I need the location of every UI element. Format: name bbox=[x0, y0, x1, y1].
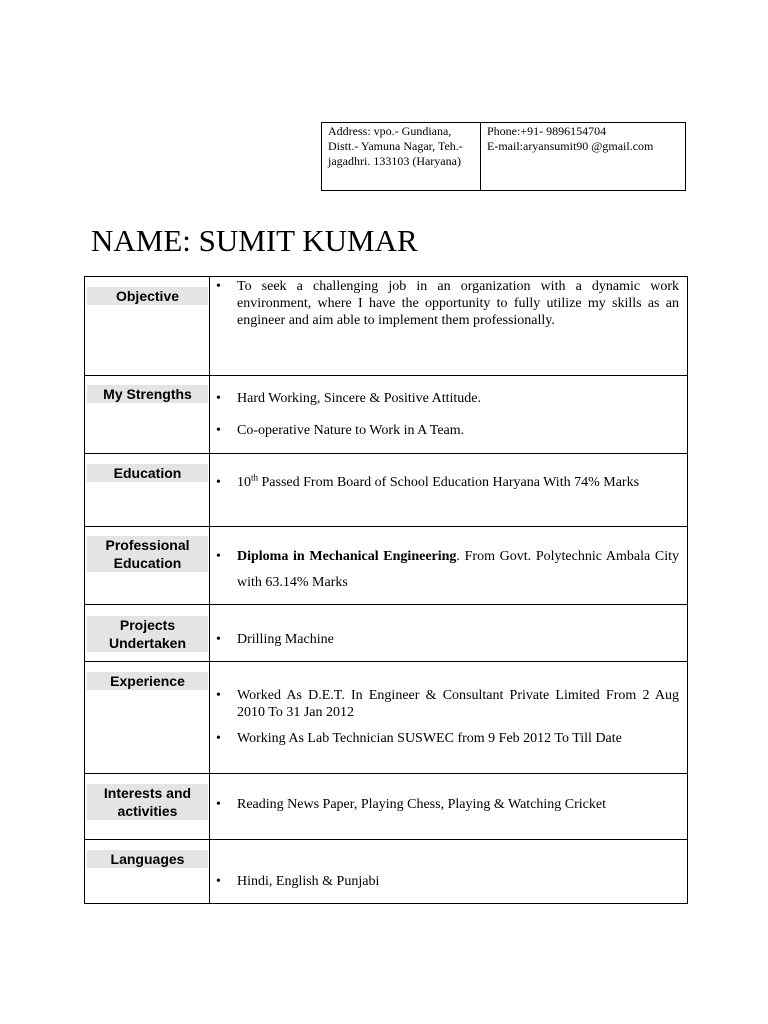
experience-text: Working As Lab Technician SUSWEC from 9 Feb 2012 To Till Date bbox=[237, 731, 622, 746]
list-item bbox=[216, 278, 679, 329]
education-row bbox=[85, 454, 687, 527]
languages-label-cell bbox=[85, 840, 210, 903]
interests-label-line: Interests and bbox=[103, 785, 192, 801]
objective-text: To seek a challenging job in an organization with a dynamic work environment, where I have the opportunity to fully utilize my skills as an engineer and aim able to implement them professionally. bbox=[237, 279, 679, 328]
objective-content bbox=[210, 277, 687, 375]
list-item bbox=[216, 422, 679, 439]
resume-table bbox=[84, 276, 688, 904]
candidate-name: NAME: SUMIT KUMAR bbox=[91, 223, 418, 258]
address-cell bbox=[322, 123, 481, 190]
bullet-icon: • bbox=[216, 423, 221, 438]
address-line: Distt.- Yamuna Nagar, Teh.- bbox=[328, 139, 463, 153]
bullet-icon: • bbox=[216, 475, 221, 490]
objective-label-cell bbox=[85, 277, 210, 375]
contact-box bbox=[321, 122, 686, 191]
education-label: Education bbox=[87, 464, 208, 482]
professional-label-line: Education bbox=[113, 555, 182, 571]
experience-content bbox=[210, 662, 687, 773]
projects-label-line: Projects bbox=[119, 617, 176, 633]
languages-content bbox=[210, 840, 687, 903]
education-label-cell bbox=[85, 454, 210, 526]
bullet-icon: • bbox=[216, 688, 221, 703]
objective-row bbox=[85, 277, 687, 376]
bullet-icon: • bbox=[216, 874, 221, 889]
interests-label-line: activities bbox=[117, 803, 178, 819]
professional-bold: Diploma in Mechanical Engineering bbox=[237, 549, 457, 564]
interests-label bbox=[87, 784, 208, 820]
address-line: jagadhri. 133103 (Haryana) bbox=[328, 154, 461, 168]
bullet-icon: • bbox=[216, 279, 221, 294]
bullet-icon: • bbox=[216, 731, 221, 746]
languages-row bbox=[85, 840, 687, 903]
education-sup: th bbox=[251, 472, 259, 483]
experience-label-cell bbox=[85, 662, 210, 773]
education-text: Passed From Board of School Education Haryana With 74% Marks bbox=[258, 475, 640, 490]
strengths-content bbox=[210, 376, 687, 453]
professional-label bbox=[87, 536, 208, 572]
projects-label-line: Undertaken bbox=[108, 635, 187, 651]
professional-label-cell bbox=[85, 527, 210, 604]
projects-label bbox=[87, 616, 208, 652]
bullet-icon: • bbox=[216, 632, 221, 647]
languages-text: Hindi, English & Punjabi bbox=[237, 874, 380, 889]
strength-text: Co-operative Nature to Work in A Team. bbox=[237, 423, 465, 438]
professional-text: . From Govt. Polytechnic Ambala City with 63.14% Marks bbox=[237, 549, 679, 590]
list-item bbox=[216, 873, 679, 890]
experience-label: Experience bbox=[87, 672, 208, 690]
strengths-label: My Strengths bbox=[87, 385, 208, 403]
strengths-row bbox=[85, 376, 687, 454]
list-item bbox=[216, 687, 679, 721]
professional-content bbox=[210, 527, 687, 604]
interests-label-cell bbox=[85, 774, 210, 839]
list-item bbox=[216, 544, 679, 596]
professional-row bbox=[85, 527, 687, 605]
strengths-label-cell bbox=[85, 376, 210, 453]
list-item bbox=[216, 730, 679, 747]
bullet-icon: • bbox=[216, 549, 221, 564]
list-item bbox=[216, 631, 679, 648]
projects-content bbox=[210, 605, 687, 661]
interests-content bbox=[210, 774, 687, 839]
experience-text: Worked As D.E.T. In Engineer & Consultant Private Limited From 2 Aug 2010 To 31 Jan 2012 bbox=[237, 688, 679, 720]
education-prefix: 10 bbox=[237, 475, 251, 490]
phone-text: Phone:+91- 9896154704 bbox=[487, 124, 607, 138]
address-line: Address: vpo.- Gundiana, bbox=[328, 124, 452, 138]
project-text: Drilling Machine bbox=[237, 632, 334, 647]
professional-label-line: Professional bbox=[105, 537, 190, 553]
interests-row bbox=[85, 774, 687, 840]
list-item bbox=[216, 390, 679, 407]
objective-label: Objective bbox=[87, 287, 208, 305]
education-content bbox=[210, 454, 687, 526]
experience-row bbox=[85, 662, 687, 774]
projects-row bbox=[85, 605, 687, 662]
languages-label: Languages bbox=[87, 850, 208, 868]
bullet-icon: • bbox=[216, 797, 221, 812]
bullet-icon: • bbox=[216, 391, 221, 406]
list-item bbox=[216, 472, 679, 491]
projects-label-cell bbox=[85, 605, 210, 661]
interests-text: Reading News Paper, Playing Chess, Playing & Watching Cricket bbox=[237, 797, 607, 812]
strength-text: Hard Working, Sincere & Positive Attitude. bbox=[237, 391, 481, 406]
phone-email-cell bbox=[481, 123, 685, 190]
list-item bbox=[216, 796, 679, 813]
email-text: E-mail:aryansumit90 @gmail.com bbox=[487, 139, 654, 153]
